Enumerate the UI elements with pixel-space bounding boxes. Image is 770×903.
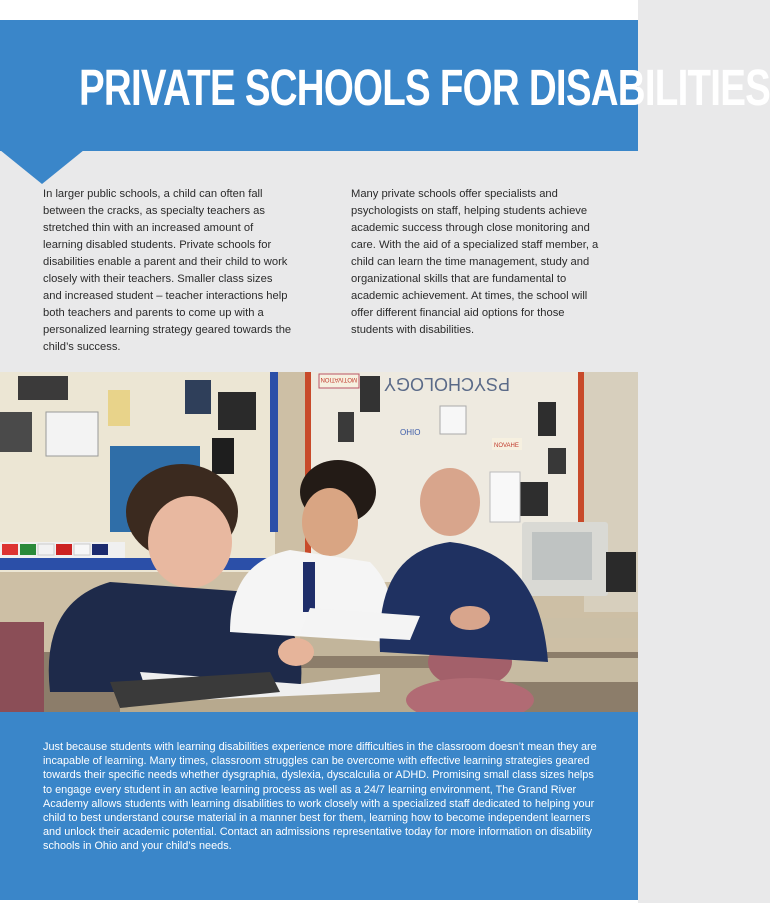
page-title: PRIVATE SCHOOLS FOR DISABILITIES [79, 59, 770, 116]
header-pointer [0, 150, 90, 186]
sign-small: OHIO [400, 428, 421, 437]
intro-column-right: Many private schools offer specialists and psychologists on staff, helping students achieve academic success through close monitoring and care. With the aid of a specialized staff member, a child can learn the time management, study and organizational skills that are fundamental to academic achievement. At times, the school will offer different financial aid options for those students with disabilities. [351, 188, 599, 336]
top-margin [0, 0, 638, 20]
board-sign: PSYCHOLOGY [383, 374, 510, 394]
intro-column-left: In larger public schools, a child can often fall between the cracks, as specialty teachers as stretched thin with an increased amount of learning disabled students. Private schools for disabilities enable a parent and their child to work closely with their teachers. Smaller class sizes and increased student – teacher interactions help both teachers and parents to come up with a personalized learning strategy geared towards the child’s success. [43, 188, 292, 353]
classroom-photo [0, 372, 638, 712]
sign-left: MOTIVATION [320, 376, 357, 382]
closing-paragraph: Just because students with learning disabilities experience more difficulties in the classroom doesn’t mean they are incapable of learning. Many times, classroom struggles can be overcome with effective learning strategies geared towards their specific needs whether dysgraphia, dyslexia, dyscalculia or ADHD. Promising small class sizes helps to engage every student in an active learning process as well as a 24/7 learning environment, The Grand River Academy allows students with learning disabilities to work closely with a specialized staff dedicated to helping your child to best understand course material in a manner best for them, learning how to become independent learners and unlock their academic potential. Contact an admissions representative today for more information on disability schools in Ohio and your child’s needs. [43, 741, 597, 853]
sign-right: NOVAHE [494, 443, 519, 449]
